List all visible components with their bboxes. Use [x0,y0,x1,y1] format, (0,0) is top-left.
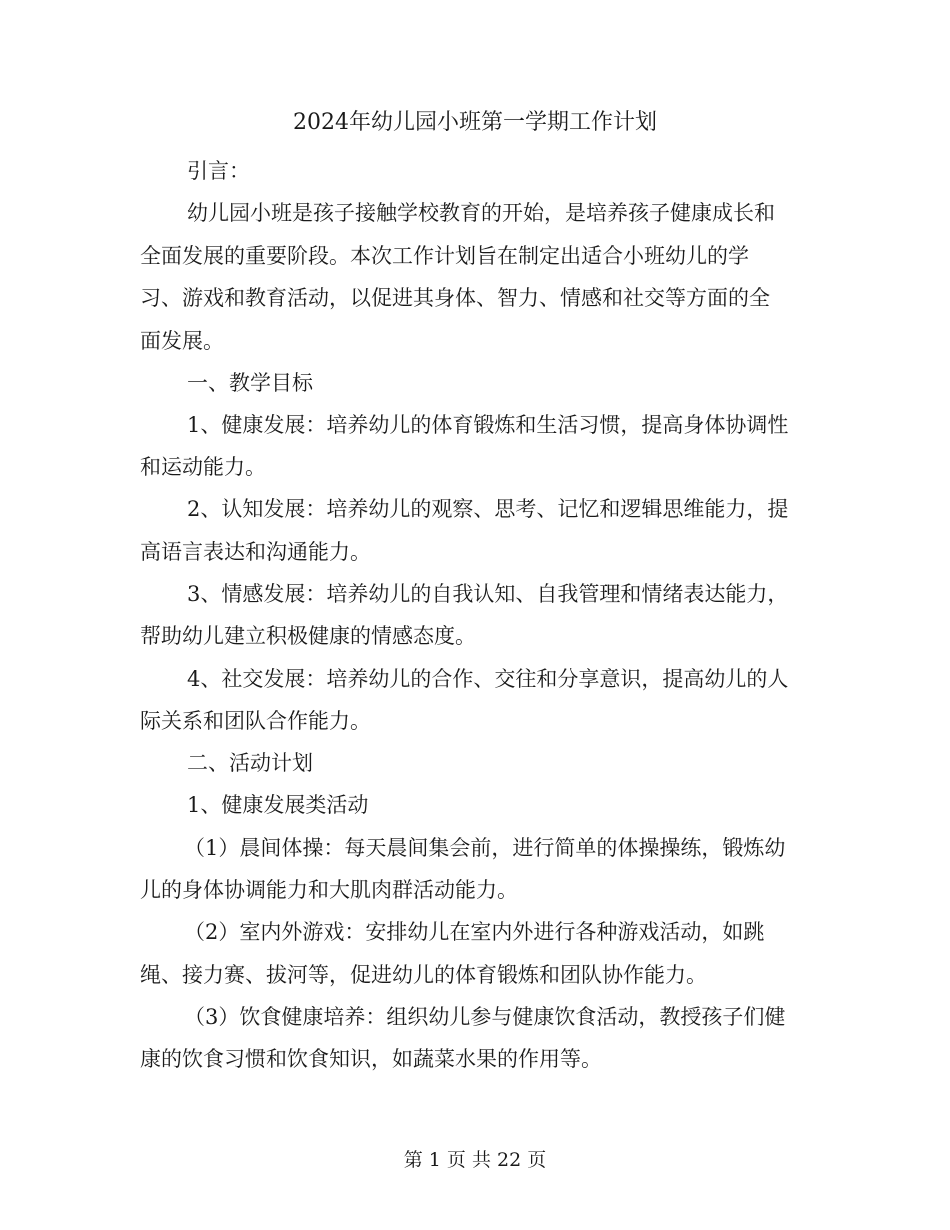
paragraph-line: 3、情感发展：培养幼儿的自我认知、自我管理和情绪表达能力， [187,582,789,606]
paragraph-line: 面发展。 [140,329,224,353]
page-number-footer: 第 1 页 共 22 页 [403,1149,547,1171]
paragraph-line: 康的饮食习惯和饮食知识，如蔬菜水果的作用等。 [140,1047,602,1071]
paragraph-line: （3）饮食健康培养：组织幼儿参与健康饮食活动，教授孩子们健 [184,1005,786,1029]
paragraph-line: 际关系和团队合作能力。 [140,709,371,733]
paragraph-line: 和运动能力。 [140,455,266,479]
section-heading: 二、活动计划 [187,751,313,775]
paragraph-line: （2）室内外游戏：安排幼儿在室内外进行各种游戏活动，如跳 [184,920,765,944]
subsection-heading: 1、健康发展类活动 [187,793,369,817]
paragraph-line: 全面发展的重要阶段。本次工作计划旨在制定出适合小班幼儿的学 [140,244,749,268]
paragraph-line: 绳、接力赛、拔河等，促进幼儿的体育锻炼和团队协作能力。 [140,963,707,987]
paragraph-line: 引言： [187,159,250,183]
paragraph-line: 4、社交发展：培养幼儿的合作、交往和分享意识，提高幼儿的人 [187,667,789,691]
paragraph-line: 幼儿园小班是孩子接触学校教育的开始，是培养孩子健康成长和 [187,201,775,225]
paragraph-line: 儿的身体协调能力和大肌肉群活动能力。 [140,878,518,902]
paragraph-line: 2、认知发展：培养幼儿的观察、思考、记忆和逻辑思维能力，提 [187,497,789,521]
paragraph-line: 1、健康发展：培养幼儿的体育锻炼和生活习惯，提高身体协调性 [187,413,789,437]
paragraph-line: 帮助幼儿建立积极健康的情感态度。 [140,624,476,648]
document-title: 2024年幼儿园小班第一学期工作计划 [293,110,657,135]
paragraph-line: 习、游戏和教育活动，以促进其身体、智力、情感和社交等方面的全 [140,286,770,310]
paragraph-line: （1）晨间体操：每天晨间集会前，进行简单的体操操练，锻炼幼 [184,836,786,860]
section-heading: 一、教学目标 [187,371,313,395]
paragraph-line: 高语言表达和沟通能力。 [140,540,371,564]
